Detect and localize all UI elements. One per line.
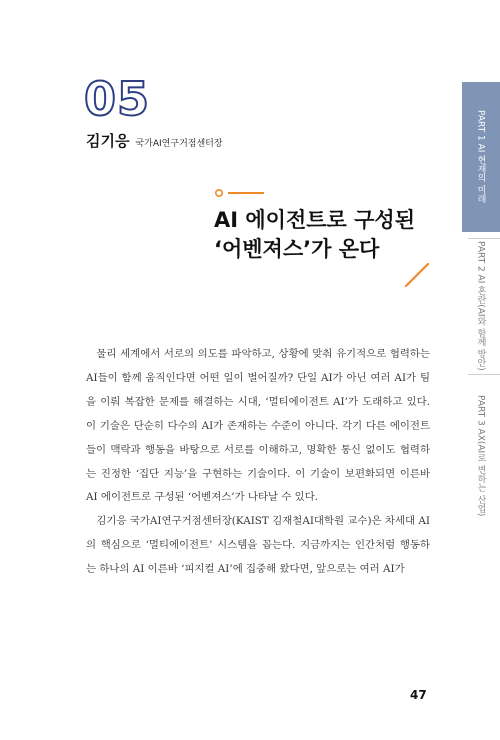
- side-tab-part-3[interactable]: [462, 376, 500, 536]
- headline-line-2: ‘어벤져스’가 온다: [214, 237, 380, 261]
- circle-line-decoration-icon: [214, 187, 264, 199]
- side-divider: [468, 238, 500, 239]
- body-text: [86, 343, 430, 582]
- body-paragraph-1: 물리 세계에서 서로의 의도를 파악하고, 상황에 맞춰 유기적으로 협력하는 AI들이 함께 움직인다면 어떤 일이 벌어질까? 단일 AI가 아닌 여러 AI가 팀을 이뤄 복잡한 문제를 해결하는 시대, ‘멀티에이전트 AI’가 도래하고 있다. 이 기술은 단순히 다수의 AI가 존재하는 수준이 아니다. 각기 다른 에이전트들이 맥락과 행동을 바탕으로 서로를 이해하고, 명확한 통신 없이도 협력하는 진정한 ‘집단 지능’을 구현하는 기술이다. 이 기술이 보편화되면 이른바 AI 에이전트로 구성된 ‘어벤져스’가 나타날 수 있다.: [86, 348, 430, 504]
- author-name: 김기응: [86, 132, 130, 150]
- headline-line-1: AI 에이전트로 구성된: [214, 208, 415, 232]
- side-tab-part-2-label: PART 2 AI 혼란(AI와 함께 방안): [475, 241, 486, 371]
- author-line: [86, 130, 223, 151]
- side-tab-part-1[interactable]: [462, 82, 500, 232]
- side-tab-part-2[interactable]: [462, 242, 500, 370]
- chapter-number: 05: [84, 72, 151, 126]
- headline: [214, 206, 415, 264]
- side-divider: [468, 374, 500, 375]
- slash-decoration-icon: [404, 262, 430, 288]
- side-tab-part-3-label: PART 3 AX(AI로 변하는 산업): [475, 395, 486, 517]
- page-number: 47: [410, 688, 427, 702]
- body-paragraph-2: 김기응 국가AI연구거점센터장(KAIST 김재철AI대학원 교수)은 차세대 AI의 핵심으로 ‘멀티에이전트’ 시스템을 꼽는다. 지금까지는 인간처럼 행동하는 하나의 AI 이른바 ‘피지컬 AI’에 집중해 왔다면, 앞으로는 여러 AI가: [86, 515, 430, 576]
- side-tab-part-1-label: PART 1 AI 현재의 미래: [475, 110, 486, 204]
- author-title: 국가AI연구거점센터장: [135, 139, 223, 149]
